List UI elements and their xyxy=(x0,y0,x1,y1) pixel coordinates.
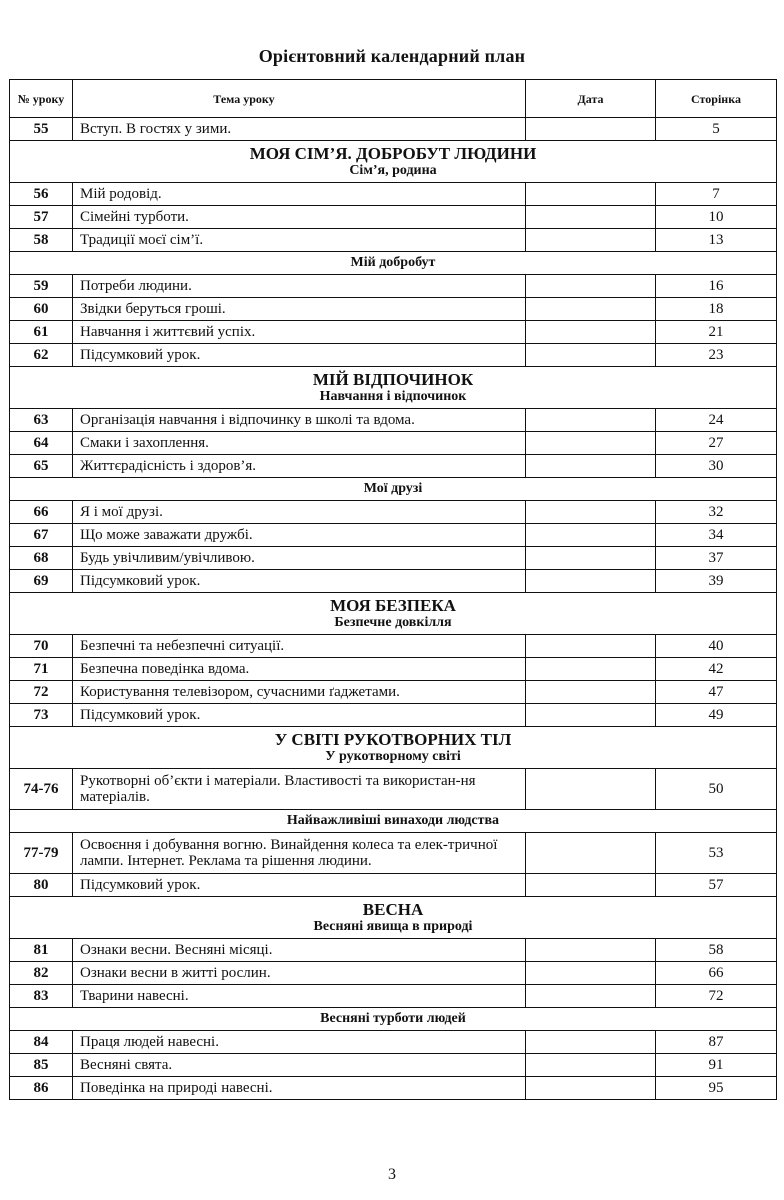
lesson-date xyxy=(526,432,656,455)
lesson-page: 42 xyxy=(656,658,777,681)
lesson-number: 74-76 xyxy=(10,769,73,810)
lesson-topic: Організація навчання і відпочинку в школі та вдома. xyxy=(73,409,526,432)
section-subtitle: У рукотворному світі xyxy=(325,748,461,764)
lesson-topic: Будь увічливим/увічливою. xyxy=(73,547,526,570)
lesson-date xyxy=(526,769,656,810)
lesson-row xyxy=(10,658,777,681)
lesson-topic: Підсумковий урок. xyxy=(73,874,526,897)
lesson-number: 66 xyxy=(10,501,73,524)
section-title: ВЕСНА xyxy=(362,899,424,919)
subsection-title: Мій добробут xyxy=(10,252,777,275)
lesson-page: 32 xyxy=(656,501,777,524)
lesson-topic: Тварини навесні. xyxy=(73,985,526,1008)
lesson-row xyxy=(10,409,777,432)
section-heading-row xyxy=(10,367,777,409)
lesson-number: 73 xyxy=(10,704,73,727)
lesson-date xyxy=(526,570,656,593)
header-lesson-topic: Тема уроку xyxy=(73,80,526,118)
lesson-date xyxy=(526,658,656,681)
lesson-topic: Життєрадісність і здоров’я. xyxy=(73,455,526,478)
lesson-number: 67 xyxy=(10,524,73,547)
subsection-heading-row xyxy=(10,1008,777,1031)
lesson-row xyxy=(10,939,777,962)
lesson-row xyxy=(10,874,777,897)
lesson-page: 27 xyxy=(656,432,777,455)
lesson-row xyxy=(10,524,777,547)
lesson-date xyxy=(526,1077,656,1100)
section-heading xyxy=(10,727,777,769)
lesson-row xyxy=(10,229,777,252)
lesson-topic: Користування телевізором, сучасними ґаджетами. xyxy=(73,681,526,704)
lesson-topic: Традиції моєї сім’ї. xyxy=(73,229,526,252)
section-heading-row xyxy=(10,897,777,939)
lesson-number: 81 xyxy=(10,939,73,962)
lesson-topic: Сімейні турботи. xyxy=(73,206,526,229)
lesson-date xyxy=(526,1031,656,1054)
lesson-number: 55 xyxy=(10,118,73,141)
lesson-row xyxy=(10,962,777,985)
lesson-row xyxy=(10,298,777,321)
lesson-topic: Безпечні та небезпечні ситуації. xyxy=(73,635,526,658)
lesson-number: 64 xyxy=(10,432,73,455)
lesson-row xyxy=(10,432,777,455)
lesson-topic: Рукотворні об’єкти і матеріали. Властивості та використан-ня матеріалів. xyxy=(73,769,526,810)
lesson-date xyxy=(526,321,656,344)
lesson-topic: Підсумковий урок. xyxy=(73,704,526,727)
lesson-page: 66 xyxy=(656,962,777,985)
lesson-row xyxy=(10,681,777,704)
section-heading xyxy=(10,141,777,183)
lesson-number: 62 xyxy=(10,344,73,367)
lesson-row xyxy=(10,547,777,570)
lesson-page: 37 xyxy=(656,547,777,570)
lesson-date xyxy=(526,635,656,658)
lesson-number: 84 xyxy=(10,1031,73,1054)
subsection-title: Найважливіші винаходи людства xyxy=(10,810,777,833)
lesson-topic: Потреби людини. xyxy=(73,275,526,298)
subsection-heading-row xyxy=(10,252,777,275)
lesson-topic: Ознаки весни. Весняні місяці. xyxy=(73,939,526,962)
lesson-row xyxy=(10,1077,777,1100)
lesson-date xyxy=(526,1054,656,1077)
lesson-page: 58 xyxy=(656,939,777,962)
section-heading xyxy=(10,367,777,409)
lesson-number: 82 xyxy=(10,962,73,985)
lesson-row xyxy=(10,455,777,478)
lesson-topic: Звідки беруться гроші. xyxy=(73,298,526,321)
lesson-page: 40 xyxy=(656,635,777,658)
lesson-page: 53 xyxy=(656,833,777,874)
lesson-row xyxy=(10,985,777,1008)
section-subtitle: Сім’я, родина xyxy=(349,162,437,178)
header-date: Дата xyxy=(526,80,656,118)
lesson-row xyxy=(10,183,777,206)
section-subtitle: Весняні явища в природі xyxy=(313,918,473,934)
lesson-page: 21 xyxy=(656,321,777,344)
lesson-date xyxy=(526,833,656,874)
lesson-page: 50 xyxy=(656,769,777,810)
lesson-number: 68 xyxy=(10,547,73,570)
subsection-heading-row xyxy=(10,810,777,833)
lesson-number: 77-79 xyxy=(10,833,73,874)
lesson-topic: Мій родовід. xyxy=(73,183,526,206)
lesson-number: 85 xyxy=(10,1054,73,1077)
section-heading-row xyxy=(10,727,777,769)
lesson-number: 83 xyxy=(10,985,73,1008)
lesson-number: 59 xyxy=(10,275,73,298)
lesson-page: 5 xyxy=(656,118,777,141)
lesson-number: 58 xyxy=(10,229,73,252)
section-heading xyxy=(10,593,777,635)
lesson-date xyxy=(526,229,656,252)
lesson-row xyxy=(10,118,777,141)
lesson-topic: Підсумковий урок. xyxy=(73,570,526,593)
lesson-page: 91 xyxy=(656,1054,777,1077)
lesson-topic: Що може заважати дружбі. xyxy=(73,524,526,547)
lesson-topic: Поведінка на природі навесні. xyxy=(73,1077,526,1100)
lesson-date xyxy=(526,118,656,141)
lesson-number: 80 xyxy=(10,874,73,897)
lesson-row xyxy=(10,570,777,593)
subsection-heading-row xyxy=(10,478,777,501)
section-title: МОЯ СІМ’Я. ДОБРОБУТ ЛЮДИНИ xyxy=(249,143,537,163)
lesson-date xyxy=(526,985,656,1008)
lesson-topic: Смаки і захоплення. xyxy=(73,432,526,455)
lesson-row xyxy=(10,1054,777,1077)
lesson-topic: Я і мої друзі. xyxy=(73,501,526,524)
lesson-date xyxy=(526,704,656,727)
section-title: МІЙ ВІДПОЧИНОК xyxy=(312,369,474,389)
lesson-number: 57 xyxy=(10,206,73,229)
section-subtitle: Навчання і відпочинок xyxy=(319,388,467,404)
lesson-page: 16 xyxy=(656,275,777,298)
lesson-date xyxy=(526,524,656,547)
lesson-number: 72 xyxy=(10,681,73,704)
lesson-number: 56 xyxy=(10,183,73,206)
lesson-row xyxy=(10,769,777,810)
lesson-number: 69 xyxy=(10,570,73,593)
lesson-page: 13 xyxy=(656,229,777,252)
table-body xyxy=(10,118,777,1100)
section-heading xyxy=(10,897,777,939)
section-title: У СВІТІ РУКОТВОРНИХ ТІЛ xyxy=(274,729,512,749)
lesson-date xyxy=(526,874,656,897)
lesson-date xyxy=(526,409,656,432)
lesson-page: 47 xyxy=(656,681,777,704)
lesson-row xyxy=(10,501,777,524)
lesson-page: 57 xyxy=(656,874,777,897)
lesson-number: 86 xyxy=(10,1077,73,1100)
page-number: 3 xyxy=(388,1166,396,1183)
lesson-number: 70 xyxy=(10,635,73,658)
lesson-row xyxy=(10,321,777,344)
lesson-date xyxy=(526,275,656,298)
lesson-number: 71 xyxy=(10,658,73,681)
lesson-topic: Вступ. В гостях у зими. xyxy=(73,118,526,141)
header-page: Сторінка xyxy=(656,80,777,118)
lesson-page: 49 xyxy=(656,704,777,727)
lesson-date xyxy=(526,681,656,704)
subsection-title: Мої друзі xyxy=(10,478,777,501)
lesson-number: 60 xyxy=(10,298,73,321)
lesson-number: 63 xyxy=(10,409,73,432)
lesson-date xyxy=(526,962,656,985)
lesson-page: 18 xyxy=(656,298,777,321)
lesson-date xyxy=(526,344,656,367)
lesson-row xyxy=(10,344,777,367)
lesson-topic: Підсумковий урок. xyxy=(73,344,526,367)
section-title: МОЯ БЕЗПЕКА xyxy=(330,595,456,615)
section-subtitle: Безпечне довкілля xyxy=(334,614,452,630)
lesson-row xyxy=(10,833,777,874)
lesson-date xyxy=(526,206,656,229)
lesson-number: 61 xyxy=(10,321,73,344)
page-title: Орієнтовний календарний план xyxy=(258,46,526,66)
lesson-date xyxy=(526,183,656,206)
lesson-page: 24 xyxy=(656,409,777,432)
lesson-date xyxy=(526,298,656,321)
lesson-page: 23 xyxy=(656,344,777,367)
lesson-page: 39 xyxy=(656,570,777,593)
lesson-page: 10 xyxy=(656,206,777,229)
lesson-date xyxy=(526,501,656,524)
lesson-topic: Навчання і життєвий успіх. xyxy=(73,321,526,344)
table-header-row xyxy=(10,80,777,118)
lesson-topic: Безпечна поведінка вдома. xyxy=(73,658,526,681)
subsection-title: Весняні турботи людей xyxy=(10,1008,777,1031)
section-heading-row xyxy=(10,593,777,635)
lesson-number: 65 xyxy=(10,455,73,478)
lesson-date xyxy=(526,939,656,962)
lesson-row xyxy=(10,1031,777,1054)
lesson-topic: Ознаки весни в житті рослин. xyxy=(73,962,526,985)
lesson-page: 34 xyxy=(656,524,777,547)
lesson-page: 7 xyxy=(656,183,777,206)
lesson-page: 87 xyxy=(656,1031,777,1054)
lesson-row xyxy=(10,275,777,298)
lesson-page: 72 xyxy=(656,985,777,1008)
lesson-topic: Праця людей навесні. xyxy=(73,1031,526,1054)
lesson-page: 95 xyxy=(656,1077,777,1100)
lesson-row xyxy=(10,704,777,727)
calendar-plan-table xyxy=(9,79,777,1100)
lesson-page: 30 xyxy=(656,455,777,478)
lesson-row xyxy=(10,635,777,658)
header-lesson-number: № уроку xyxy=(10,80,73,118)
lesson-row xyxy=(10,206,777,229)
lesson-date xyxy=(526,455,656,478)
lesson-date xyxy=(526,547,656,570)
lesson-topic: Освоєння і добування вогню. Винайдення колеса та елек-тричної лампи. Інтернет. Реклама та рішення людини. xyxy=(73,833,526,874)
section-heading-row xyxy=(10,141,777,183)
lesson-topic: Весняні свята. xyxy=(73,1054,526,1077)
